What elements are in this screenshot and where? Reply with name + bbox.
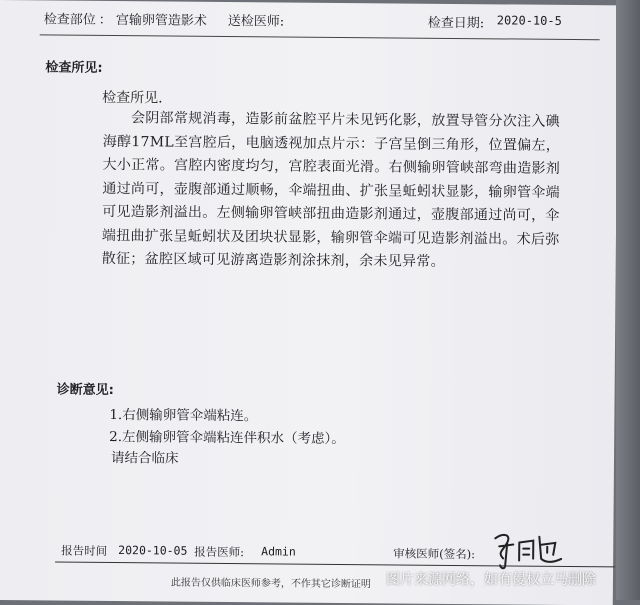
exam-date-value: 2020-10-5: [496, 13, 562, 28]
exam-date-label: 检查日期:: [427, 15, 485, 32]
source-watermark: 图片来源网络，如有侵权立马删除: [386, 572, 596, 588]
report-doctor-value: Admin: [261, 544, 296, 559]
referring-doctor-label: 送检医师:: [227, 13, 285, 30]
findings-inner-title: 检查所见.: [102, 89, 163, 107]
report-time-label: 报告时间: [61, 543, 108, 558]
background-edge: [616, 0, 640, 600]
header-divider: [40, 34, 600, 40]
exam-part-value: ： 宫输卵管造影术: [98, 12, 208, 29]
report-time-value: 2020-10-05: [118, 543, 188, 558]
exam-part-label: 检查部位: [43, 12, 96, 28]
findings-text: 会阴部常规消毒，造影前盆腔平片未见钙化影，放置导管分次注入碘海醇17ML至宫腔后，电脑透视加点片示：子宫呈倒三角形，位置偏左，大小正常。宫腔内密度均匀，宫腔表面光滑。右侧输卵管峡部弯曲造影剂通过尚可，壶腹部通过顺畅，伞端扭曲、扩张呈蚯蚓状显影，输卵管伞端可见造影剂溢出。左侧输卵管峡部扭曲造影剂通过，壶腹部通过尚可，伞端扭曲扩张呈蚯蚓状及团块状显影，输卵管伞端可见造影剂溢出。术后弥散征；盆腔区域可见游离造影剂涂抹剂，余未见异常。: [101, 110, 561, 270]
diagnosis-item-2: 2.左侧输卵管伞端粘连伴积水（考虑）。: [109, 428, 345, 448]
report-doctor-label: 报告医师:: [194, 544, 245, 560]
diagnosis-section-title: 诊断意见:: [56, 382, 114, 399]
report-disclaimer: 此报告仅供临床医师参考，不作其它诊断证明: [170, 577, 371, 591]
diagnosis-advice: 请结合临床: [110, 449, 179, 467]
reviewer-label: 审核医师(签名):: [393, 546, 476, 562]
findings-section-title: 检查所见:: [45, 60, 103, 76]
diagnosis-item-1: 1.右侧输卵管伞端粘连。: [109, 406, 258, 425]
